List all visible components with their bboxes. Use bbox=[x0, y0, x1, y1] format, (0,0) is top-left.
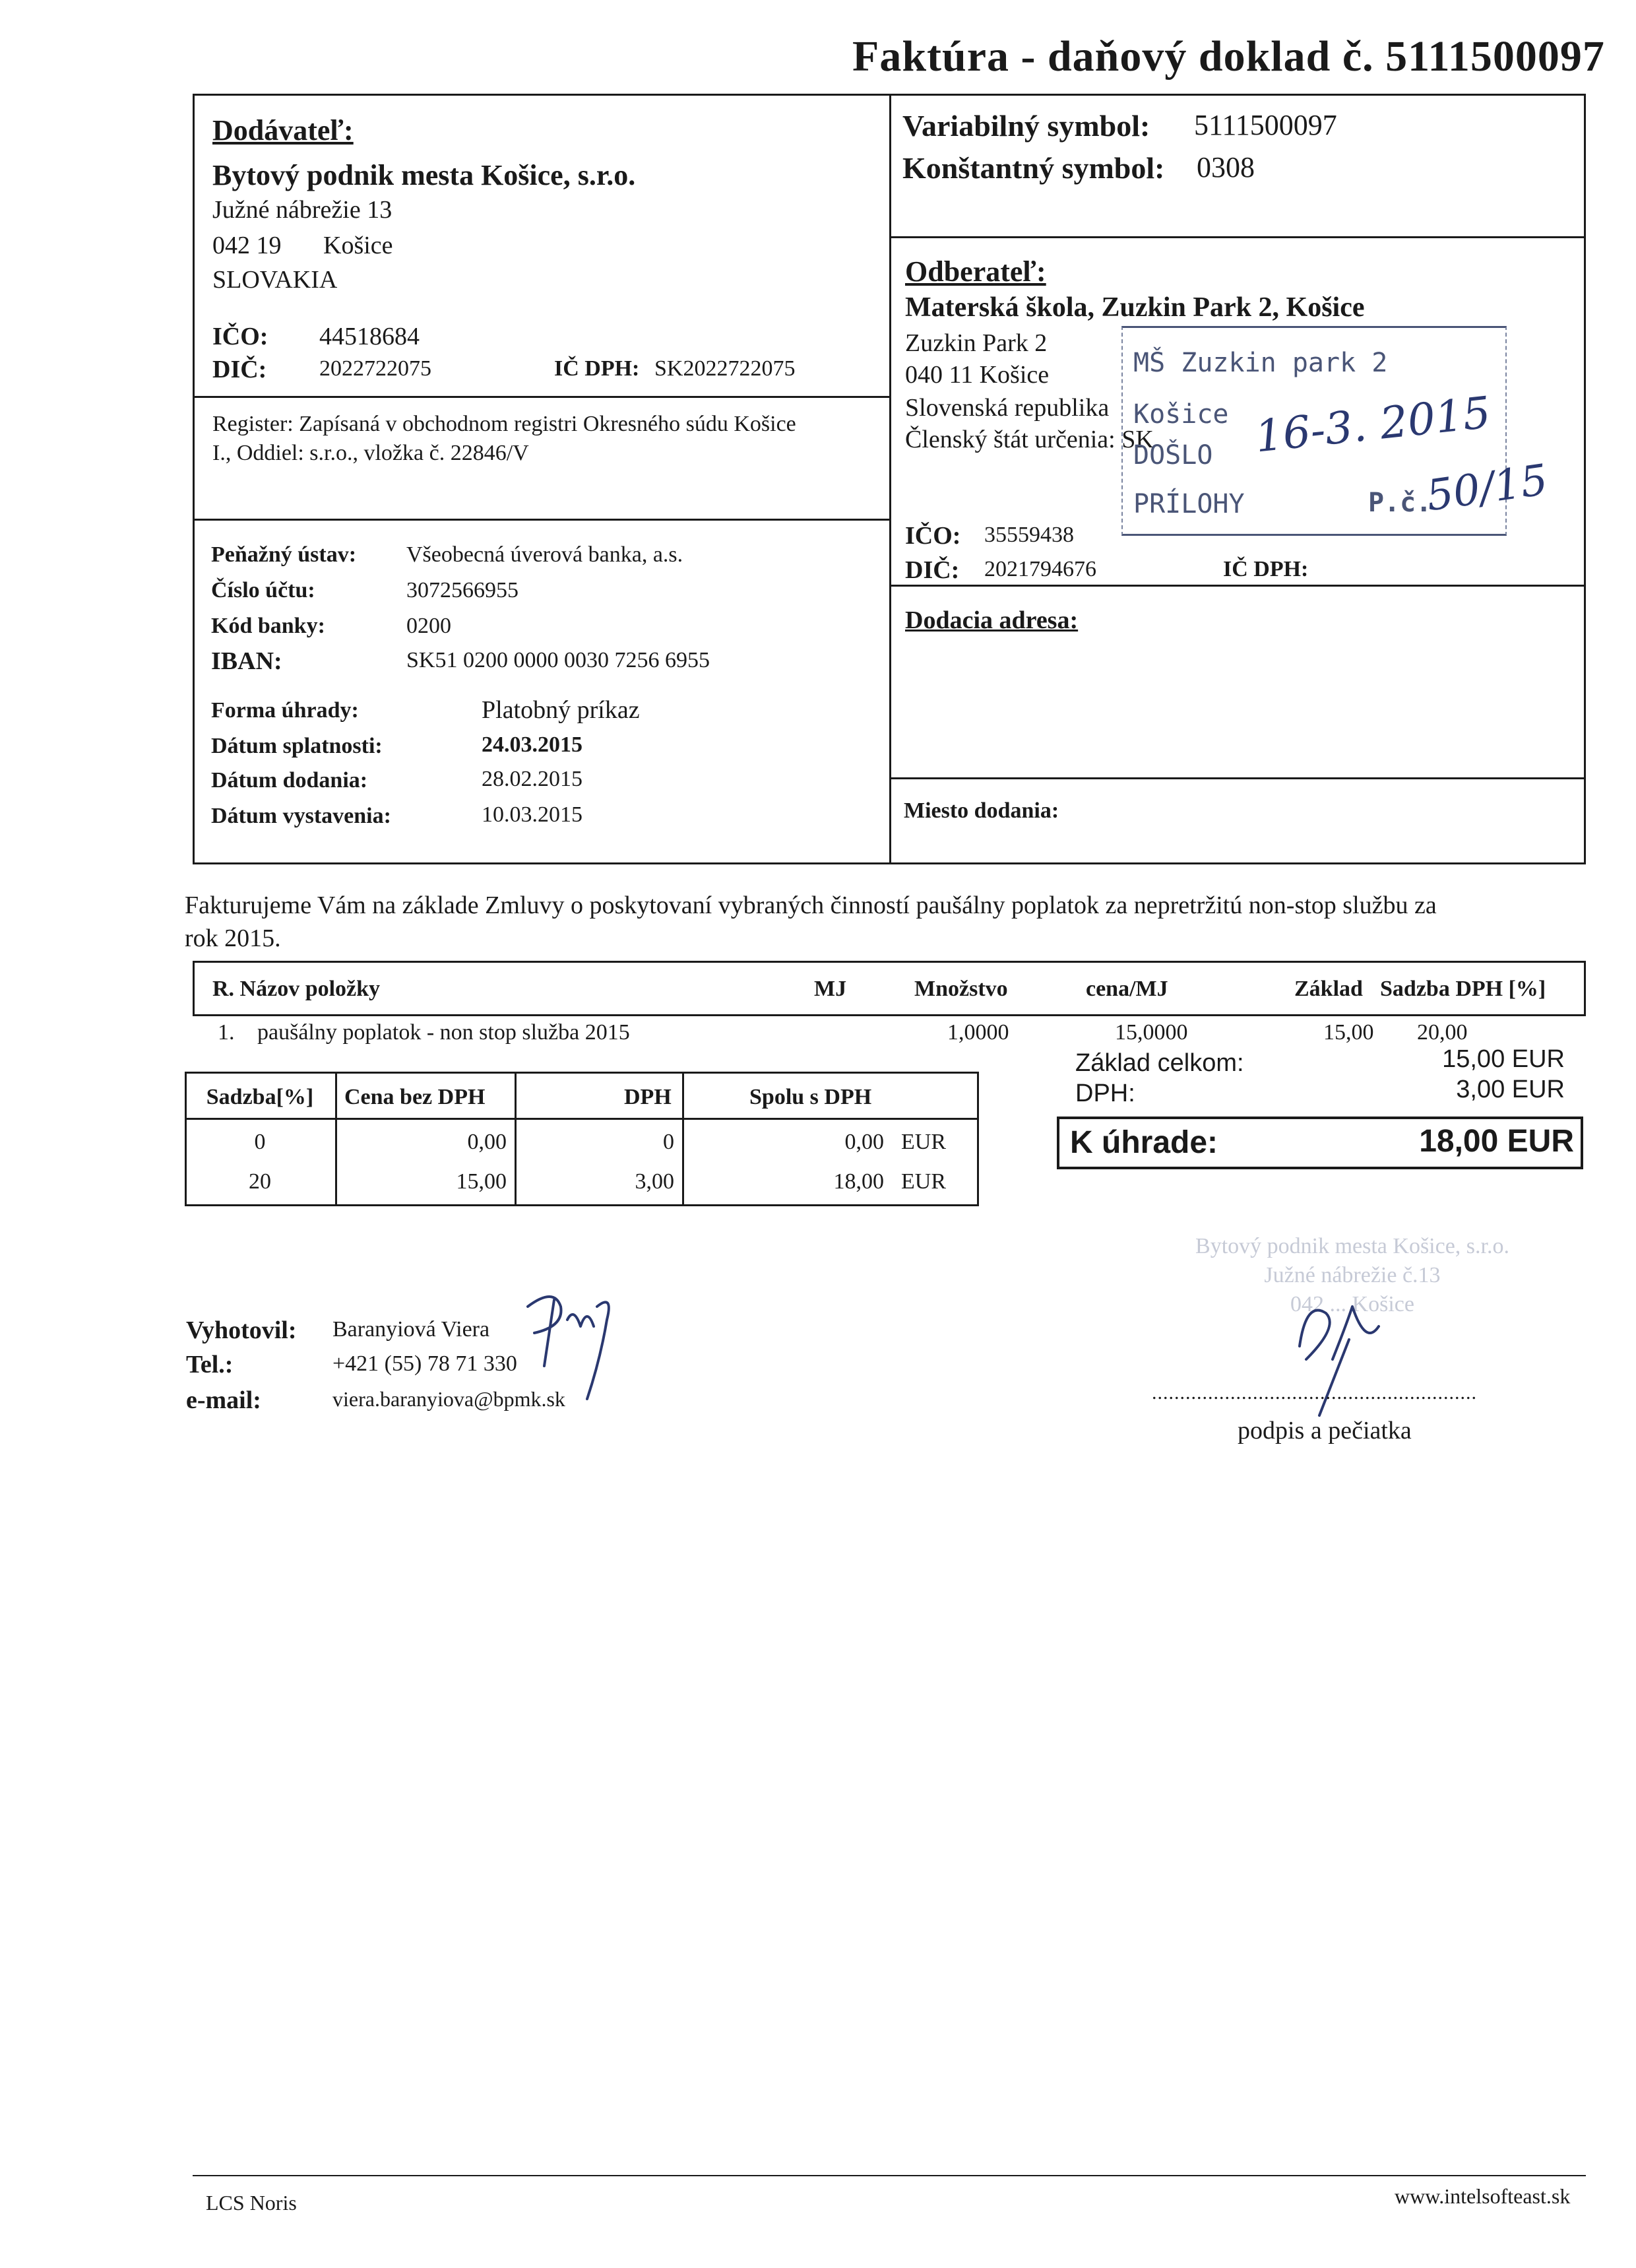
supplier-street: Južné nábrežie 13 bbox=[212, 196, 393, 224]
supplier-country: SLOVAKIA bbox=[212, 266, 338, 294]
total-base-label: Základ celkom: bbox=[1075, 1049, 1244, 1077]
signature-line: .......................................................... bbox=[1152, 1382, 1477, 1404]
total-vat-label: DPH: bbox=[1075, 1080, 1135, 1107]
vat-row-2-rate: 20 bbox=[249, 1169, 271, 1194]
seal-line-3: 042 ... Košice bbox=[1290, 1292, 1414, 1316]
customer-heading: Odberateľ: bbox=[905, 255, 1046, 288]
issuer-signature bbox=[515, 1280, 633, 1412]
customer-country: Slovenská republika bbox=[905, 394, 1110, 422]
vat-col-line-1 bbox=[335, 1072, 337, 1206]
footer-right: www.intelsofteast.sk bbox=[1395, 2184, 1571, 2208]
items-col-qty: Množstvo bbox=[914, 977, 1008, 1001]
delivery-place-label: Miesto dodania: bbox=[904, 798, 1059, 823]
vat-row-2-net: 15,00 bbox=[456, 1169, 507, 1194]
issuer-name: Baranyiová Viera bbox=[332, 1317, 490, 1342]
delivery-date-label: Dátum dodania: bbox=[211, 768, 368, 793]
delivery-divider bbox=[889, 777, 1586, 779]
vat-row-1-total: 0,00 bbox=[844, 1130, 884, 1154]
supplier-dic: 2022722075 bbox=[319, 356, 431, 381]
vat-head-vat: DPH bbox=[624, 1085, 672, 1109]
supplier-city: Košice bbox=[323, 232, 393, 259]
issue-date-value: 10.03.2015 bbox=[482, 802, 582, 827]
issuer-label: Vyhotovil: bbox=[186, 1316, 297, 1344]
constant-symbol-label: Konštantný symbol: bbox=[902, 151, 1165, 185]
footer-left: LCS Noris bbox=[206, 2191, 297, 2215]
column-divider bbox=[889, 94, 891, 864]
bank-value: Všeobecná úverová banka, a.s. bbox=[406, 542, 683, 567]
stamp-line-4: PRÍLOHY bbox=[1133, 489, 1245, 519]
delivery-date-value: 28.02.2015 bbox=[482, 767, 582, 791]
vat-row-1-currency: EUR bbox=[901, 1130, 946, 1154]
customer-dic-label: DIČ: bbox=[905, 556, 960, 584]
payment-method-label: Forma úhrady: bbox=[211, 698, 359, 723]
supplier-name: Bytový podnik mesta Košice, s.r.o. bbox=[212, 159, 636, 191]
due-date-value: 24.03.2015 bbox=[482, 732, 582, 757]
vat-head-net: Cena bez DPH bbox=[344, 1085, 486, 1109]
item-price: 15,0000 bbox=[1115, 1020, 1188, 1045]
stamp-handwritten-date: 16-3. 2015 bbox=[1252, 387, 1494, 463]
email-value: viera.baranyiova@bpmk.sk bbox=[332, 1387, 565, 1411]
total-vat-value: 3,00 EUR bbox=[1456, 1076, 1565, 1103]
variable-symbol-value: 5111500097 bbox=[1194, 109, 1337, 141]
stamp-line-1: MŠ Zuzkin park 2 bbox=[1133, 348, 1388, 378]
iban-value: SK51 0200 0000 0030 7256 6955 bbox=[406, 648, 710, 672]
items-col-rate: Sadzba DPH [%] bbox=[1380, 977, 1546, 1001]
account-value: 3072566955 bbox=[406, 578, 519, 602]
vat-row-2-vat: 3,00 bbox=[635, 1169, 674, 1194]
due-date-label: Dátum splatnosti: bbox=[211, 734, 383, 758]
variable-symbol-label: Variabilný symbol: bbox=[902, 109, 1150, 143]
register-line-1: Register: Zapísaná v obchodnom registri Okresného súdu Košice bbox=[212, 412, 796, 436]
supplier-ico-label: IČO: bbox=[212, 323, 268, 350]
iban-label: IBAN: bbox=[211, 647, 282, 675]
vat-head-total: Spolu s DPH bbox=[749, 1085, 872, 1109]
constant-symbol-value: 0308 bbox=[1197, 151, 1255, 183]
customer-ico-label: IČO: bbox=[905, 522, 961, 550]
vat-table-header-line bbox=[185, 1118, 979, 1120]
symbols-divider bbox=[889, 236, 1586, 238]
supplier-divider bbox=[193, 396, 891, 398]
received-stamp bbox=[1121, 326, 1551, 536]
customer-icdph-label: IČ DPH: bbox=[1223, 557, 1309, 581]
phone-label: Tel.: bbox=[186, 1351, 234, 1378]
customer-zip-city: 040 11 Košice bbox=[905, 361, 1050, 389]
stamp-line-2: Košice bbox=[1133, 399, 1229, 430]
seal-line-2: Južné nábrežie č.13 bbox=[1264, 1263, 1441, 1287]
supplier-icdph: SK2022722075 bbox=[654, 356, 796, 381]
customer-street: Zuzkin Park 2 bbox=[905, 329, 1048, 357]
vat-row-1-net: 0,00 bbox=[467, 1130, 507, 1154]
items-col-name: R. Názov položky bbox=[212, 977, 381, 1001]
vat-head-rate: Sadzba[%] bbox=[206, 1085, 314, 1109]
payment-method-value: Platobný príkaz bbox=[482, 696, 640, 724]
issue-date-label: Dátum vystavenia: bbox=[211, 804, 391, 828]
amount-due-value: 18,00 EUR bbox=[1419, 1124, 1574, 1159]
amount-due-label: K úhrade: bbox=[1070, 1125, 1218, 1160]
items-header-frame bbox=[193, 961, 1586, 1016]
customer-dic: 2021794676 bbox=[984, 557, 1096, 581]
vat-row-1-vat: 0 bbox=[663, 1130, 674, 1154]
item-name: paušálny poplatok - non stop služba 2015 bbox=[257, 1020, 630, 1045]
customer-name: Materská škola, Zuzkin Park 2, Košice bbox=[905, 292, 1365, 323]
supplier-ico: 44518684 bbox=[319, 323, 420, 350]
intro-line-1: Fakturujeme Vám na základe Zmluvy o poskytovaní vybraných činností paušálny poplatok za nepretržitú non-stop službu za bbox=[185, 891, 1437, 919]
account-label: Číslo účtu: bbox=[211, 578, 315, 602]
stamp-handwritten-number: 50/15 bbox=[1423, 455, 1551, 521]
customer-divider bbox=[889, 585, 1586, 587]
stamp-line-3: DOŠLO bbox=[1133, 440, 1213, 470]
vat-row-1-rate: 0 bbox=[254, 1130, 266, 1154]
register-line-2: I., Oddiel: s.r.o., vložka č. 22846/V bbox=[212, 441, 529, 465]
item-number: 1. bbox=[218, 1020, 235, 1045]
supplier-zip: 042 19 bbox=[212, 232, 282, 259]
signature-label: podpis a pečiatka bbox=[1238, 1417, 1412, 1444]
stamp-line-5: P.č. bbox=[1368, 488, 1432, 518]
invoice-title: Faktúra - daňový doklad č. 5111500097 bbox=[852, 32, 1605, 81]
items-col-price: cena/MJ bbox=[1086, 977, 1168, 1001]
total-base-value: 15,00 EUR bbox=[1442, 1045, 1565, 1073]
supplier-icdph-label: IČ DPH: bbox=[554, 356, 640, 381]
footer-line bbox=[193, 2175, 1586, 2176]
supplier-dic-label: DIČ: bbox=[212, 356, 267, 383]
bank-code-label: Kód banky: bbox=[211, 614, 325, 638]
phone-value: +421 (55) 78 71 330 bbox=[332, 1351, 517, 1376]
seal-line-1: Bytový podnik mesta Košice, s.r.o. bbox=[1195, 1234, 1509, 1258]
items-col-unit: MJ bbox=[814, 977, 847, 1001]
customer-ico: 35559438 bbox=[984, 523, 1074, 547]
vat-row-2-currency: EUR bbox=[901, 1169, 946, 1194]
delivery-address-label: Dodacia adresa: bbox=[905, 606, 1079, 634]
item-base: 15,00 bbox=[1323, 1020, 1374, 1045]
register-divider bbox=[193, 519, 891, 521]
intro-line-2: rok 2015. bbox=[185, 924, 281, 952]
email-label: e-mail: bbox=[186, 1386, 261, 1414]
bank-code-value: 0200 bbox=[406, 614, 451, 638]
supplier-heading: Dodávateľ: bbox=[212, 114, 354, 146]
item-rate: 20,00 bbox=[1417, 1020, 1468, 1045]
vat-row-2-total: 18,00 bbox=[833, 1169, 884, 1194]
vat-col-line-3 bbox=[682, 1072, 684, 1206]
item-qty: 1,0000 bbox=[947, 1020, 1009, 1045]
customer-member-state: Členský štát určenia: SK bbox=[905, 426, 1154, 453]
items-col-base: Základ bbox=[1294, 977, 1363, 1001]
vat-col-line-2 bbox=[515, 1072, 517, 1206]
bank-label: Peňažný ústav: bbox=[211, 542, 357, 567]
